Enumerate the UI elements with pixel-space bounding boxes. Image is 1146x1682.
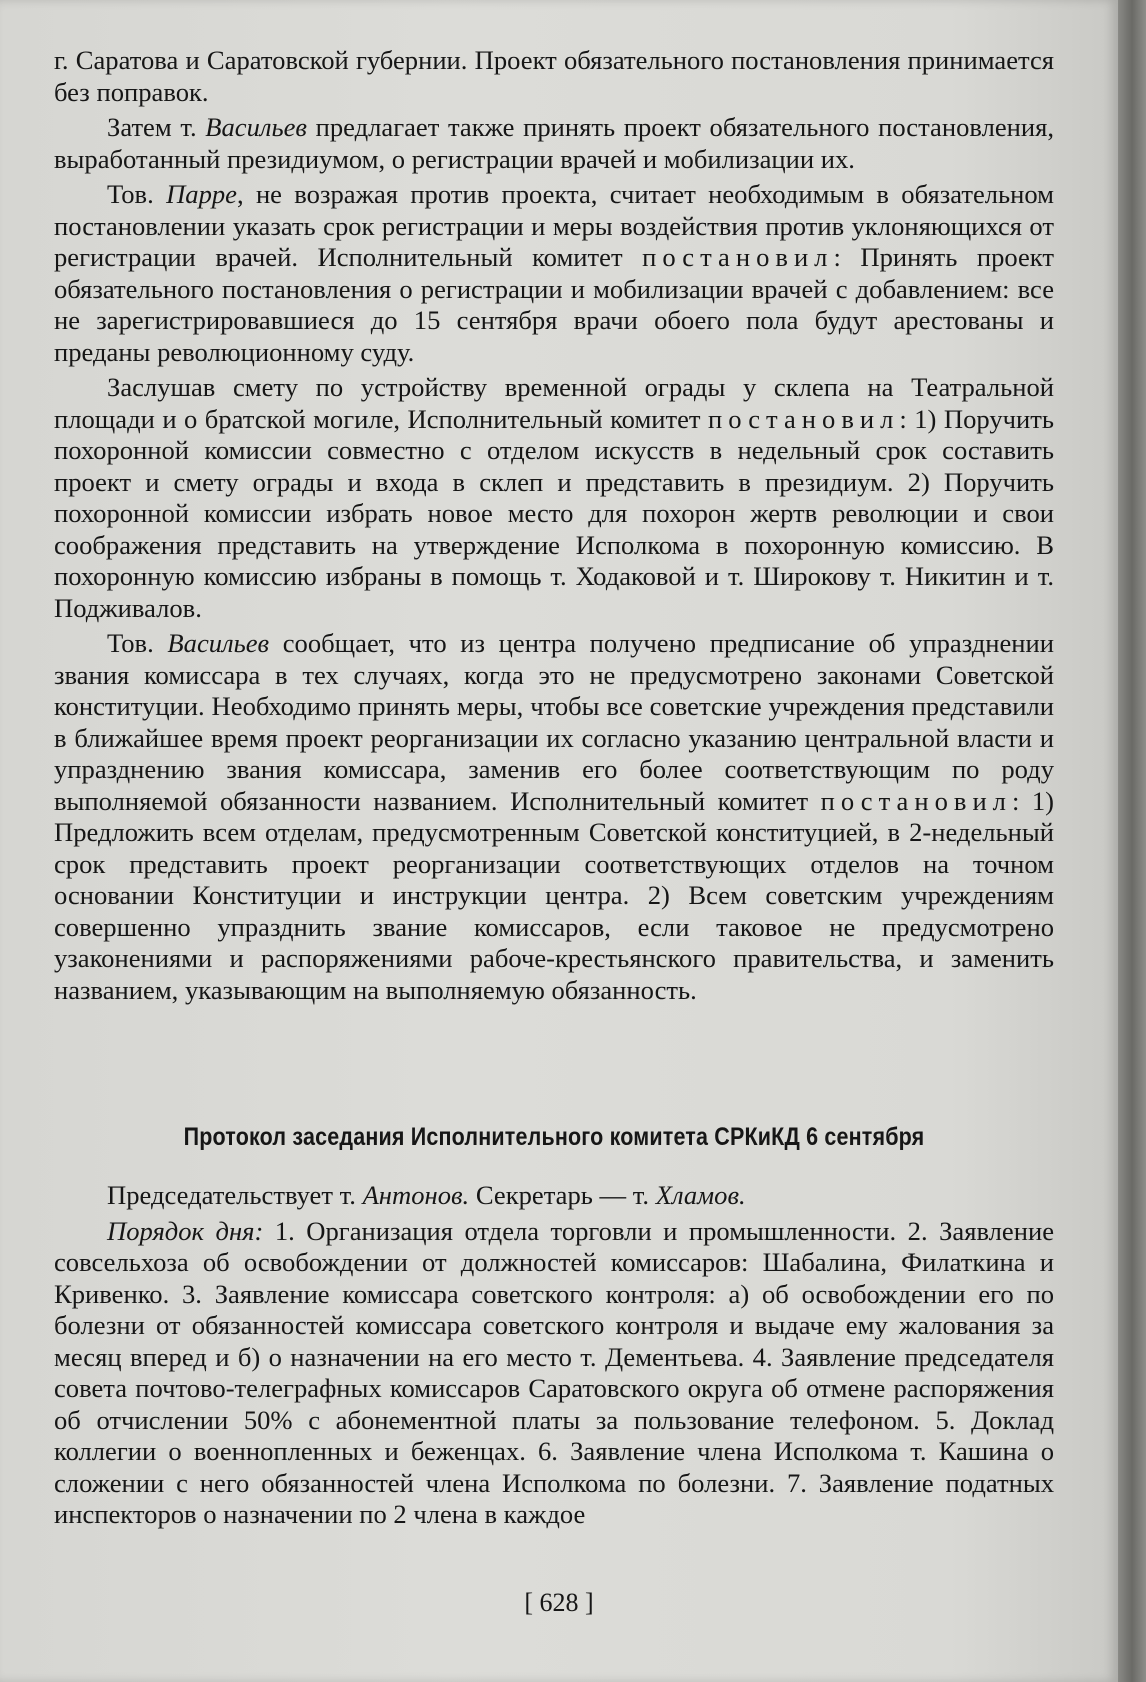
text-run: Тов. (107, 179, 167, 209)
text-run: Секретарь — т. (469, 1180, 656, 1210)
text-run: Затем т. (107, 112, 206, 142)
text-run: , не возражая против проекта, считает необходимым в обязательном постановлении указать срок регистрации и меры воздействия против уклоняющихся от регистрации врачей. Исполнительный комитет (54, 179, 1054, 272)
spaced-emphasis: постановил (820, 785, 1012, 816)
spaced-emphasis: постановил (708, 403, 900, 434)
text-run: Председательствует т. (107, 1180, 363, 1210)
paragraph-p6 (54, 1180, 1054, 1212)
italic-name: Антонов. (362, 1180, 470, 1210)
text-run: : 1) Предложить всем отделам, предусмотренным Советской конституцией, в 2-недельный срок представить проект реорганизации соответствующих отделов на точном основании Конституции и инструкции центра. 2) Всем советским учреждениям совершенно упразднить звание комиссаров, если таковое не предусмотрено узаконениями и распоряжениями рабоче-крестьянского правительства, и заменить названием, указывающим на выполняемую обязанность. (54, 785, 1054, 1005)
paragraph-p1 (54, 45, 1054, 108)
italic-name: Васильев (167, 628, 270, 658)
italic-name: Парре (166, 179, 237, 209)
italic-name: Васильев (205, 112, 307, 142)
paragraph-p4 (54, 372, 1054, 624)
spaced-emphasis: постановил (642, 242, 834, 272)
page-number: [ 628 ] (524, 1588, 594, 1617)
paragraph-p7 (54, 1216, 1054, 1531)
paragraph-p2 (54, 112, 1054, 175)
section-heading: Протокол заседания Исполнительного комитета СРКиКД 6 сентября (183, 1123, 925, 1151)
text-run: Тов. (107, 628, 168, 658)
text-run: : 1) Поручить похоронной комиссии совместно с отделом искусств в недельный срок составить проект и смету ограды и входа в склеп и представить в президиум. 2) Поручить похоронной комиссии избрать новое место для похорон жертв революции и свои соображения представить на утверждение Исполкома в похоронную комиссию. В похоронную комиссию избраны в помощь т. Ходаковой и т. Широкову т. Никитин и т. Подживалов. (54, 403, 1054, 623)
text-run: г. Саратова и Саратовской губернии. Проект обязательного постановления принимается без поправок. (54, 45, 1054, 107)
body-text-top (54, 45, 1054, 1010)
body-text-bottom (54, 1180, 1054, 1535)
paragraph-p3 (54, 179, 1054, 368)
text-run: предлагает также принять проект обязательного постановления, выработанный президиумом, о регистрации врачей и мобилизации их. (54, 112, 1054, 174)
text-run: 1. Организация отдела торговли и промышленности. 2. Заявление совсельхоза об освобождении от должностей комиссаров: Шабалина, Филаткина и Кривенко. 3. Заявление комиссара советского контроля: а) об освобождении его по болезни от обязанностей комиссара советского контроля и выдаче ему жалования за месяц вперед и б) о назначении на его место т. Дементьева. 4. Заявление председателя совета почтово-телеграфных комиссаров Саратовского округа об отмене распоряжения об отчислении 50% с абонементной платы за пользование телефоном. 5. Доклад коллегии о военнопленных и беженцах. 6. Заявление члена Исполкома т. Кашина о сложении с него обязанностей члена Исполкома по болезни. 7. Заявление податных инспекторов о назначении по 2 члена в каждое (54, 1215, 1055, 1529)
paragraph-p5 (54, 628, 1054, 1006)
italic-name: Порядок дня: (107, 1215, 264, 1246)
italic-name: Хламов. (655, 1180, 746, 1210)
text-run: сообщает, что из центра получено предписание об упразднении звания комиссара в тех случаях, когда это не предусмотрено законами Советской конституции. Необходимо принять меры, чтобы все советские учреждения представили в ближайшее время проект реорганизации их согласно указанию центральной власти и упразднению звания комиссара, заменив его более соответствующим по роду выполняемой обязанности названием. Исполнительный комитет (54, 628, 1054, 816)
book-spine-shadow (1118, 0, 1146, 1682)
text-run: : Принять проект обязательного постановления о регистрации и мобилизации врачей с добавлением: все не зарегистрировавшиеся до 15 сентября врачи обоего пола будут арестованы и преданы революционному суду. (54, 242, 1054, 367)
text-run: Заслушав смету по устройству временной ограды у склепа на Театральной площади и о братской могиле, Исполнительный комитет (54, 372, 1054, 434)
